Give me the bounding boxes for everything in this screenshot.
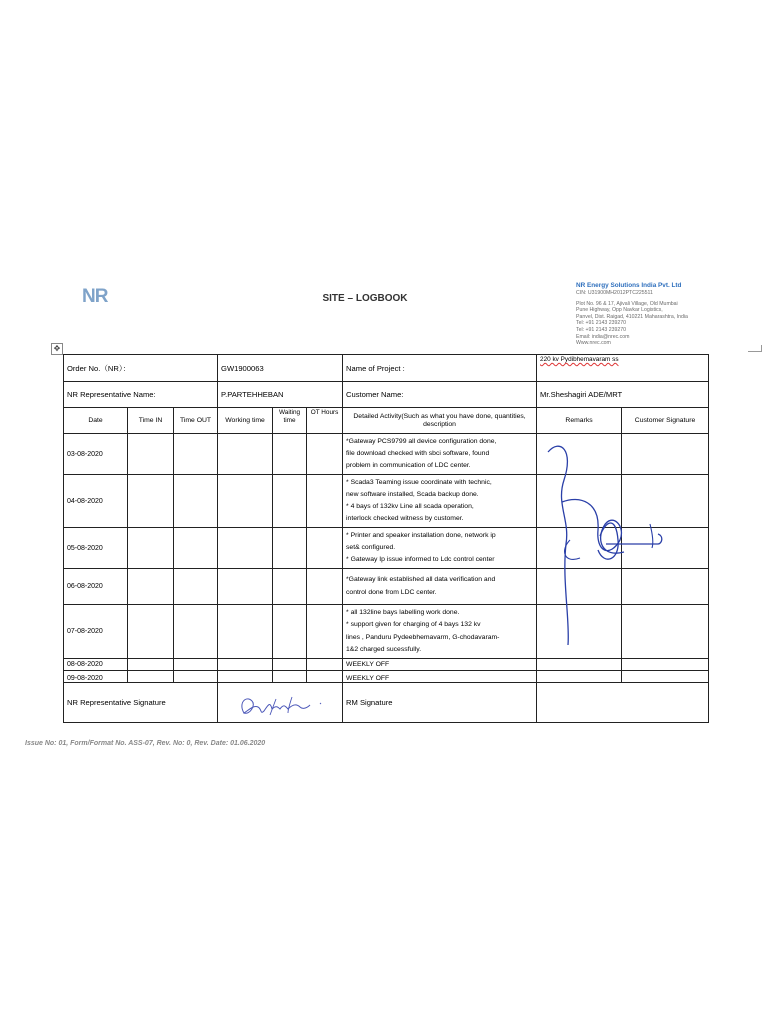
col-header-time-out: Time OUT [174,408,218,434]
company-address-line: Plot No. 96 & 17, Ajivali Village, Old Mumbai [576,300,678,307]
table-row [64,659,709,671]
representative-handwritten-signature [236,693,326,721]
row-date: 09-08-2020 [64,671,128,683]
rm-signature-cell [537,683,709,723]
activity-cell [343,605,537,659]
time-in-cell [128,475,174,528]
waiting-time-cell [273,434,307,475]
activity-cell [343,434,537,475]
col-header-activity: Detailed Activity(Such as what you have done, quantities, description [343,408,537,434]
activity-line: 1&2 charged sucessfully. [346,645,422,653]
activity-line: problem in communication of LDC center. [346,462,471,470]
rm-signature-label: RM Signature [343,683,537,723]
waiting-time-cell [273,605,307,659]
col-header-waiting-time: Waiting time [273,408,307,434]
time-out-cell [174,528,218,569]
company-name: NR Energy Solutions India Pvt. Ltd [576,282,682,289]
order-row [64,355,709,382]
customer-signature-cell [622,659,709,671]
rep-value: P.PARTEHHEBAN [218,382,343,408]
working-time-cell [218,434,273,475]
row-date: 07-08-2020 [64,605,128,659]
waiting-time-cell [273,569,307,605]
time-out-cell [174,671,218,683]
svg-text:NR: NR [82,286,108,305]
customer-value: Mr.Sheshagiri ADE/MRT [537,382,709,408]
remarks-cell [537,659,622,671]
row-date: 03-08-2020 [64,434,128,475]
rep-label: NR Representative Name: [64,382,218,408]
order-value: GW1900063 [218,355,343,382]
time-in-cell [128,528,174,569]
table-move-handle-icon[interactable]: ✥ [51,343,63,355]
waiting-time-cell [273,659,307,671]
col-header-working-time: Working time [218,408,273,434]
company-logo [82,285,118,305]
ot-hours-cell [307,528,343,569]
rep-signature-label: NR Representative Signature [64,683,218,723]
project-label: Name of Project : [343,355,537,382]
activity-line: control done from LDC center. [346,588,437,596]
order-label: Order No.（NR）： [64,355,218,382]
ot-hours-cell [307,671,343,683]
activity-cell: WEEKLY OFF [343,659,537,671]
company-phone: Tel: +91 2143 239270 [576,326,627,333]
ot-hours-cell [307,475,343,528]
company-email: Email: india@nrec.com [576,333,630,340]
working-time-cell [218,528,273,569]
time-in-cell [128,605,174,659]
activity-line: file download checked with sbci software, found [346,449,490,457]
customer-label: Customer Name: [343,382,537,408]
document-title: SITE – LOGBOOK [322,293,408,304]
time-out-cell [174,659,218,671]
working-time-cell [218,659,273,671]
working-time-cell [218,605,273,659]
activity-line: * all 132line bays labelling work done. [346,609,460,617]
waiting-time-cell [273,528,307,569]
time-out-cell [174,605,218,659]
activity-cell [343,528,537,569]
customer-signature-cell [622,671,709,683]
time-in-cell [128,569,174,605]
ot-hours-cell [307,659,343,671]
company-phone: Tel: +91 2143 239270 [576,320,627,327]
activity-line: * Printer and speaker installation done, network ip [346,531,496,539]
time-out-cell [174,475,218,528]
company-address-block [576,282,756,347]
remarks-cell [537,671,622,683]
form-issue-note: Issue No: 01, Form/Format No. ASS-07, Rev. No: 0, Rev. Date: 01.06.2020 [25,740,266,747]
activity-line: * 4 bays of 132kv Line all scada operation, [346,503,474,510]
customer-handwritten-signature [540,440,670,655]
row-date: 04-08-2020 [64,475,128,528]
working-time-cell [218,671,273,683]
time-in-cell [128,671,174,683]
column-header-row [64,408,709,434]
project-value-text: 220 kv Pydibhemavaram ss [540,356,619,363]
row-date: 05-08-2020 [64,528,128,569]
ot-hours-cell [307,605,343,659]
col-header-time-in: Time IN [128,408,174,434]
waiting-time-cell [273,671,307,683]
representative-row [64,382,709,408]
activity-line: set& configured. [346,543,396,551]
activity-cell [343,569,537,605]
activity-cell [343,475,537,528]
working-time-cell [218,475,273,528]
time-out-cell [174,434,218,475]
activity-line: * Scada3 Teaming issue coordinate with technic, [346,478,492,486]
activity-line: *Gateway link established all data verification and [346,576,496,584]
waiting-time-cell [273,475,307,528]
col-header-date: Date [64,408,128,434]
time-in-cell [128,434,174,475]
project-value [537,355,709,382]
company-cin: CIN: U31900MH2012PTC225511 [576,290,653,296]
row-date: 08-08-2020 [64,659,128,671]
activity-line: *Gateway PCS9799 all device configuration done, [346,437,497,445]
working-time-cell [218,569,273,605]
company-address-line: Panvel, Dist. Raigad, 410221 Maharashtra, India [576,313,688,320]
activity-line: interlock checked witness by customer. [346,515,464,523]
activity-cell: WEEKLY OFF [343,671,537,683]
activity-line: new software installed, Scada backup done. [346,490,479,498]
activity-line: * Gateway Ip issue informed to Ldc control center [346,556,495,564]
col-header-remarks: Remarks [537,408,622,434]
row-date: 06-08-2020 [64,569,128,605]
col-header-customer-signature: Customer Signature [622,408,709,434]
col-header-ot-hours: OT Hours [307,408,343,434]
ot-hours-cell [307,569,343,605]
company-website: Www.nrec.com [576,340,611,347]
table-row [64,671,709,683]
time-in-cell [128,659,174,671]
ot-hours-cell [307,434,343,475]
signature-row [64,683,709,723]
time-out-cell [174,569,218,605]
activity-line: * support given for charging of 4 bays 132 kv [346,621,481,629]
activity-line: lines , Panduru Pydeebhemavarm, G-chodavaram- [346,633,500,641]
company-address-line: Pune Highway, Opp Navkar Logistics, [576,307,663,314]
margin-mark [748,351,762,352]
margin-mark [761,345,762,352]
